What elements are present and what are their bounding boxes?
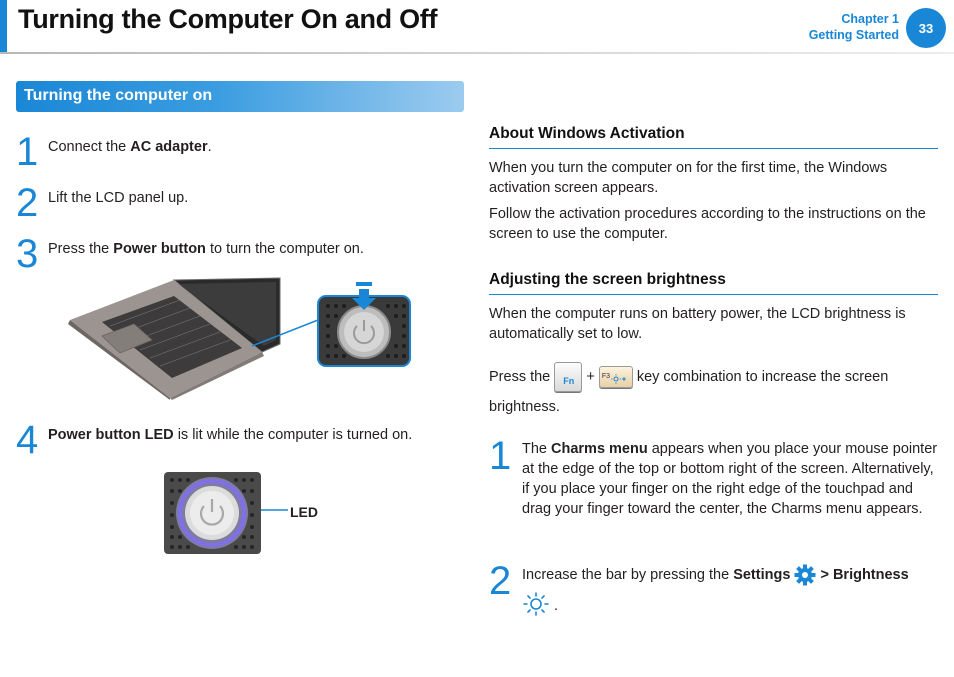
instruction-text: Press the: [489, 368, 551, 385]
step-text: Lift the LCD panel up.: [48, 190, 189, 206]
step-text-bold: Settings: [733, 566, 791, 583]
step-number: 2: [16, 181, 39, 225]
plus-sign: +: [586, 368, 595, 385]
step-text: [48, 137, 212, 157]
step-number: 3: [16, 232, 39, 276]
step-text-plain: .: [207, 139, 212, 155]
step-text: [48, 425, 412, 445]
f3-key-label: F3: [601, 373, 610, 380]
settings-gear-icon: [794, 564, 816, 586]
brightness-key-instruction: [489, 362, 939, 392]
heading-underline: [489, 294, 938, 295]
step-number: 4: [16, 418, 39, 462]
step-text-plain: The: [522, 441, 552, 457]
step-text-plain: appears when you place your mouse pointer at the edge of the top or bottom right of the screen. Alternatively, if you place your finger on the right edge of the touchpad and drag your finger toward the center, the Charms menu appears.: [522, 441, 938, 517]
brightness-sun-icon: [523, 592, 549, 616]
step-text-bold: Charms menu: [551, 441, 648, 457]
activation-para-2: Follow the activation procedures according to the instructions on the screen to use the computer.: [489, 206, 926, 242]
header-accent-bar: [0, 0, 7, 52]
led-label: LED: [290, 504, 318, 520]
sentence-end-period: .: [554, 598, 559, 614]
step-text: [522, 439, 942, 519]
activation-para-1: When you turn the computer on for the first time, the Windows activation screen appears.: [489, 160, 888, 196]
page-number-badge: 33: [906, 8, 946, 48]
step-number: 1: [16, 130, 39, 174]
chapter-label: [809, 11, 899, 43]
page-title: Turning the Computer On and Off: [18, 4, 438, 34]
header-divider: [0, 52, 954, 54]
brightness-up-icon: [611, 373, 627, 385]
chapter-number: Chapter 1: [841, 12, 899, 26]
step-text-bold: Power button: [113, 241, 206, 257]
chapter-name: Getting Started: [808, 28, 899, 42]
section-header: [16, 81, 464, 112]
fn-key-icon: [554, 362, 582, 392]
instruction-text-continued: brightness.: [489, 399, 560, 415]
brightness-para-1: When the computer runs on battery power, the LCD brightness is automatically set to low.: [489, 306, 906, 342]
step-text-bold: Power button LED: [48, 427, 174, 443]
brightness-heading: Adjusting the screen brightness: [489, 271, 726, 288]
step-text-bold: Brightness: [832, 566, 909, 583]
step-text-plain: Connect the: [48, 139, 131, 155]
power-button-led-illustration: [164, 471, 294, 555]
step-text-plain: is lit while the computer is turned on.: [173, 427, 413, 443]
activation-heading: About Windows Activation: [489, 125, 685, 142]
step-text: [522, 564, 942, 586]
step-text-bold: AC adapter: [130, 139, 208, 155]
step-text-separator: >: [820, 566, 833, 583]
instruction-text: key combination to increase the screen: [636, 368, 889, 385]
section-title: Turning the computer on: [24, 87, 213, 104]
step-text-plain: Press the: [48, 241, 114, 257]
fn-key-label: Fn: [563, 376, 575, 386]
step-text: [48, 239, 364, 259]
f3-brightness-key-icon: [599, 366, 633, 388]
step-text-plain: to turn the computer on.: [205, 241, 364, 257]
laptop-power-button-illustration: [66, 276, 416, 400]
step-number: 2: [489, 559, 512, 603]
step-text-plain: Increase the bar by pressing the: [522, 566, 734, 583]
step-number: 1: [489, 434, 512, 478]
heading-underline: [489, 148, 938, 149]
